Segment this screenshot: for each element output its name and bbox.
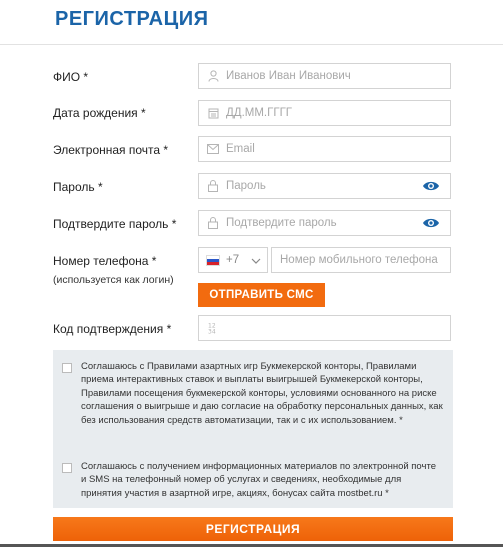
- register-button[interactable]: РЕГИСТРАЦИЯ: [53, 517, 453, 541]
- password-field[interactable]: [198, 173, 451, 199]
- show-password-eye-icon[interactable]: [422, 179, 442, 193]
- birth-label: Дата рождения *: [53, 106, 146, 120]
- email-label: Электронная почта *: [53, 143, 169, 157]
- numbers-icon: [207, 322, 219, 334]
- code-label: Код подтверждения *: [53, 322, 172, 336]
- page-title: РЕГИСТРАЦИЯ: [55, 8, 209, 30]
- header-divider: [0, 44, 503, 45]
- agreements-panel: [53, 350, 453, 508]
- fio-field[interactable]: [198, 63, 451, 89]
- phone-placeholder: Номер мобильного телефона: [280, 254, 438, 266]
- phone-sublabel: (используется как логин): [53, 274, 174, 286]
- email-field[interactable]: [198, 136, 451, 162]
- confirmation-code-field[interactable]: [198, 315, 451, 341]
- password-label: Пароль *: [53, 180, 103, 194]
- chevron-down-icon: [251, 251, 261, 269]
- russia-flag-icon: [206, 255, 220, 266]
- svg-text:34: 34: [208, 328, 216, 334]
- agree-rules-checkbox[interactable]: [62, 363, 72, 373]
- confirm-password-label: Подтвердите пароль *: [53, 217, 177, 231]
- fio-placeholder: Иванов Иван Иванович: [226, 70, 351, 82]
- agree-rules-text: Соглашаюсь с Правилами азартных игр Букмекерской конторы, Правилами приема интерактивных ставок и выплаты выигрышей Букмекерской конторы, Правилами посещения букмекерской конторы, условиями основанного на риске соглашения о выигрыше и даю согласие на обработку персональных данных, как без использования средств автоматизации, так и с их использованием. *: [81, 361, 443, 426]
- phone-label: Номер телефона *: [53, 254, 157, 268]
- birth-placeholder: ДД.ММ.ГГГГ: [226, 107, 293, 119]
- lock-icon: [207, 180, 219, 192]
- country-code-select[interactable]: [198, 247, 268, 273]
- confirm-password-placeholder: Подтвердите пароль: [226, 217, 337, 229]
- phone-number-field[interactable]: [271, 247, 451, 273]
- show-confirm-password-eye-icon[interactable]: [422, 216, 442, 230]
- lock-icon: [207, 217, 219, 229]
- fio-label: ФИО *: [53, 70, 89, 84]
- agree-marketing-checkbox[interactable]: [62, 463, 72, 473]
- svg-text:12: 12: [208, 322, 216, 330]
- agree-marketing-text: Соглашаюсь с получением информационных материалов по электронной почте и SMS на телефонный номер об услугах и сведениях, необходимые для принятия участия в азартной игре, акциях, бонусах сайта mostbet.ru *: [81, 461, 436, 499]
- email-placeholder: Email: [226, 143, 255, 155]
- password-placeholder: Пароль: [226, 180, 266, 192]
- birth-date-field[interactable]: [198, 100, 451, 126]
- confirm-password-field[interactable]: [198, 210, 451, 236]
- send-sms-button[interactable]: ОТПРАВИТЬ СМС: [198, 283, 325, 307]
- envelope-icon: [207, 143, 219, 155]
- user-icon: [207, 70, 219, 82]
- calendar-icon: [207, 107, 219, 119]
- country-code-value: +7: [226, 254, 240, 266]
